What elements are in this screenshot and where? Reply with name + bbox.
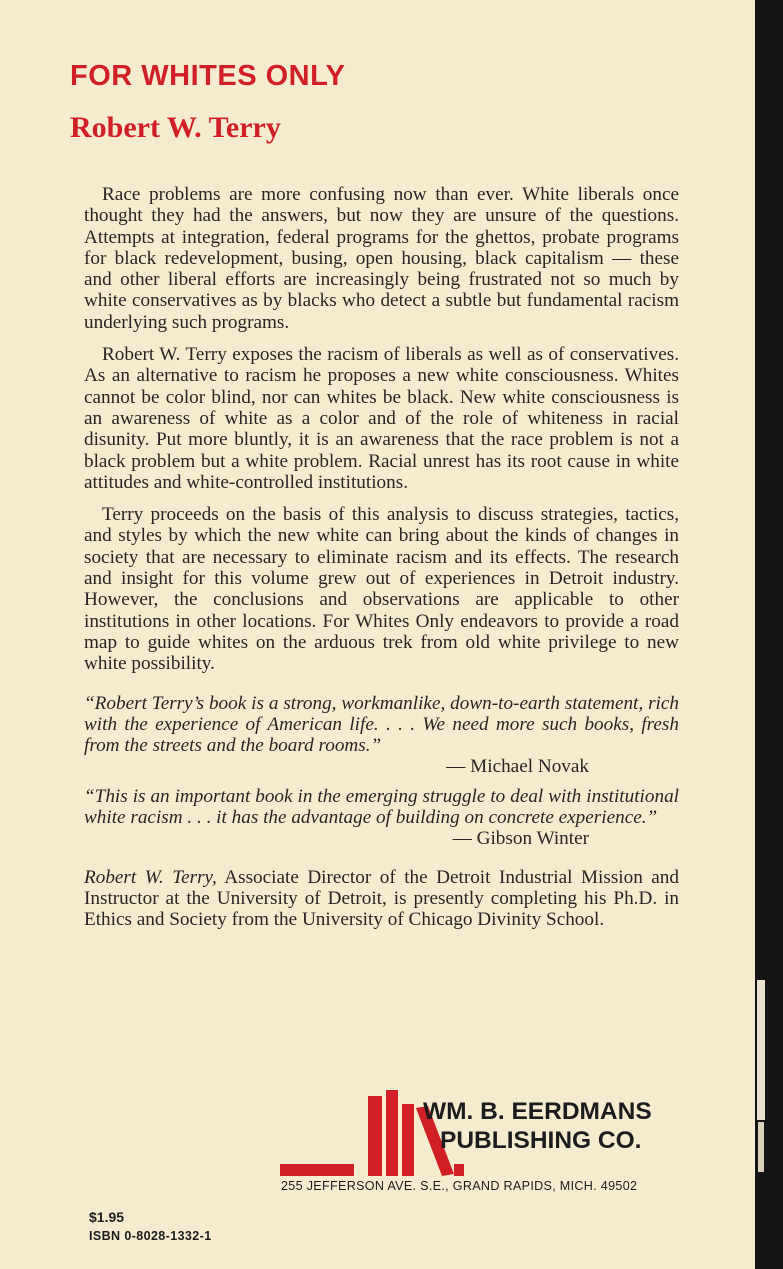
blurb [84, 184, 679, 931]
blurb-paragraph-2: Robert W. Terry exposes the racism of liberals as well as of conservatives. As an alternative to racism he proposes a new white consciousness. Whites cannot be color blind, nor can whites be black. New white consciousness is an awareness of white as a color and of the role of whiteness in racial disunity. Put more bluntly, it is an awareness that the race problem is not a black problem but a white problem. Racial unrest has its root cause in white attitudes and white-controlled institutions. [84, 344, 679, 493]
publisher-name-line1: WM. B. EERDMANS [423, 1098, 652, 1125]
isbn-label: ISBN 0-8028-1332-1 [89, 1229, 212, 1243]
logo-book [402, 1104, 414, 1176]
author-bio-text: Associate Director of the Detroit Industrial Mission and Instructor at the University of Detroit, is presently completing his Ph.D. in Ethics and Society from the University of Chicago Divinity School. [84, 866, 679, 931]
spine-wear-mark [757, 980, 765, 1120]
book-author: Robert W. Terry [70, 111, 281, 144]
logo-bar [454, 1164, 464, 1176]
book-title: FOR WHITES ONLY [70, 60, 346, 92]
author-bio-name: Robert W. Terry, [84, 866, 217, 888]
author-bio [84, 867, 679, 931]
endorsement-quote [84, 693, 679, 778]
quote-attribution: — Gibson Winter [452, 828, 589, 850]
quote-text: “Robert Terry’s book is a strong, workmanlike, down-to-earth statement, rich with the experience of American life. . . . We need more such books, fresh from the streets and the board rooms.” [84, 692, 679, 757]
quote-attribution: — Michael Novak [446, 756, 589, 778]
publisher-address: 255 JEFFERSON AVE. S.E., GRAND RAPIDS, MICH. 49502 [281, 1179, 638, 1193]
logo-book [386, 1090, 398, 1176]
logo-bar [280, 1164, 354, 1176]
blurb-paragraph-3: Terry proceeds on the basis of this analysis to discuss strategies, tactics, and styles by which the new white can bring about the kinds of changes in society that are necessary to eliminate racism and its effects. The research and insight for this volume grew out of experiences in Detroit industry. However, the conclusions and observations are applicable to other institutions in other locations. For Whites Only endeavors to provide a road map to guide whites on the arduous trek from old white privilege to new white possibility. [84, 504, 679, 675]
quote-text: “This is an important book in the emerging struggle to deal with institutional white racism . . . it has the advantage of building on concrete experience.” [84, 785, 679, 829]
price-label: $1.95 [89, 1209, 125, 1225]
publisher-name [423, 1097, 652, 1155]
logo-book [368, 1096, 382, 1176]
spine-wear-mark [758, 1122, 764, 1172]
endorsement-quote [84, 786, 679, 850]
publisher-name-line2: PUBLISHING CO. [440, 1127, 642, 1154]
blurb-paragraph-1: Race problems are more confusing now than ever. White liberals once thought they had the answers, but now they are unsure of the questions. Attempts at integration, federal programs for the ghettos, probate programs for black redevelopment, busing, open housing, black capitalism — these and other liberal efforts are increasingly being frustrated not so much by white conservatives as by blacks who detect a subtle but fundamental racism underlying such programs. [84, 184, 679, 333]
